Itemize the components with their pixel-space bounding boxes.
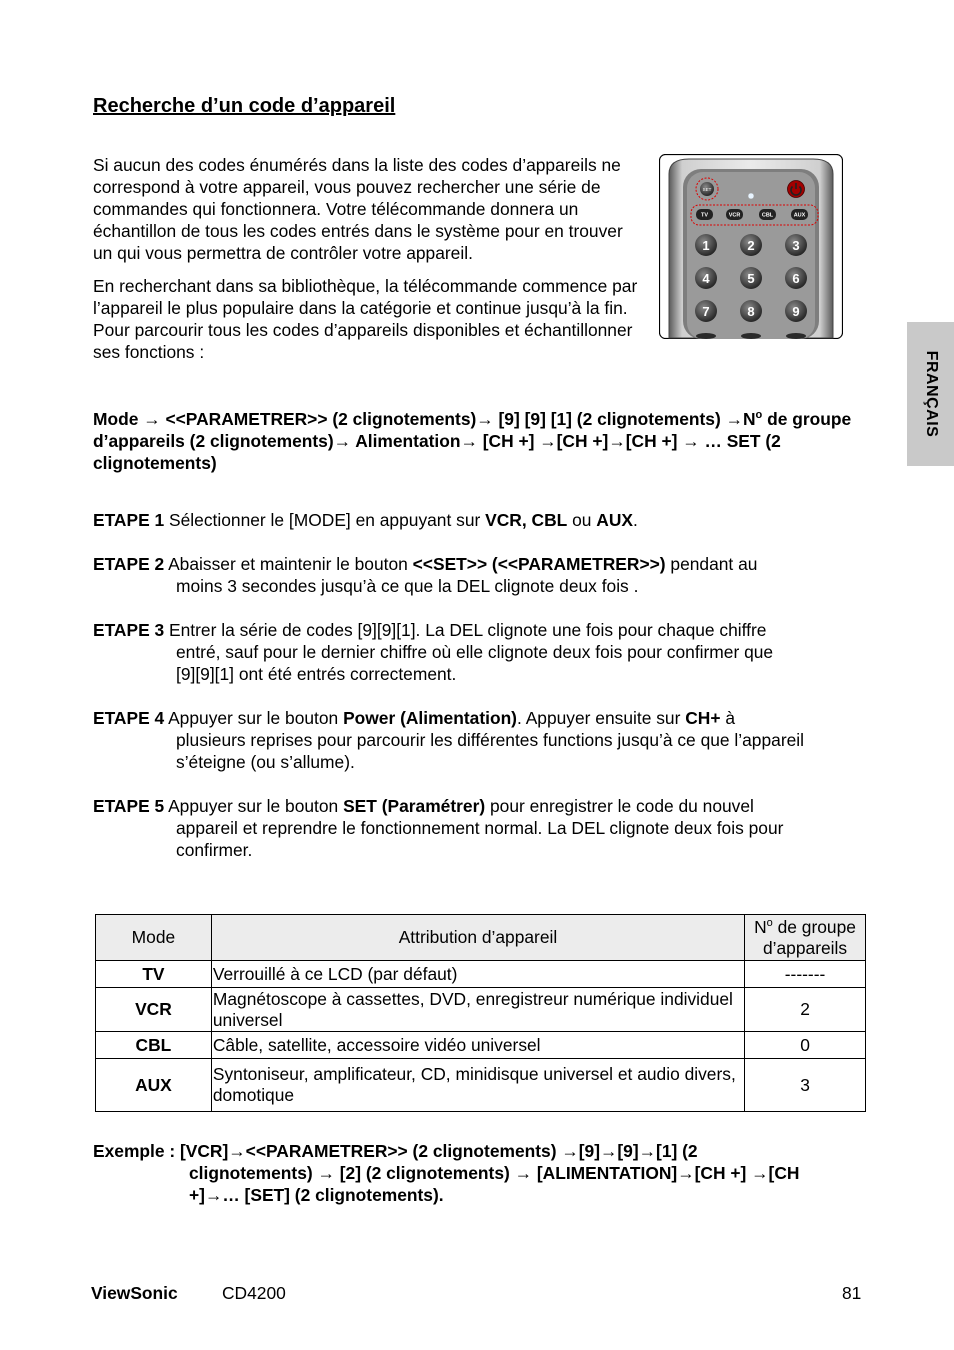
step-1	[93, 509, 873, 531]
step-text: . Appuyer ensuite sur	[516, 708, 686, 728]
intro-paragraph-1: Si aucun des codes énumérés dans la liste des codes d’appareils ne correspond à votre appareil, vous pouvez rechercher une série de commandes qui fonctionnera. Votre télécommande donnera un échantillon de tous les codes entrés dans le système pour en trouver un qui vous permettra de contrôler votre appareil.	[93, 155, 623, 263]
step-text: .	[633, 510, 638, 530]
cell-mode: TV	[96, 961, 212, 988]
cell-description: Syntoniseur, amplificateur, CD, minidisque universel et audio divers, domotique	[211, 1059, 744, 1112]
step-text: Appuyer sur le bouton	[164, 796, 344, 816]
device-code-table	[95, 914, 866, 1112]
header-group-n: N	[754, 916, 767, 937]
footer-model: CD4200	[222, 1283, 286, 1303]
step-bold: AUX	[596, 510, 633, 530]
step-text: Abaisser et maintenir le bouton	[164, 554, 413, 574]
cell-group: -------	[745, 961, 866, 988]
table-row	[96, 1059, 866, 1112]
header-group-line2: d’appareils	[762, 937, 848, 958]
step-5	[93, 795, 873, 861]
header-group-sup: o	[766, 916, 773, 929]
cell-group: 2	[745, 988, 866, 1032]
language-tab-label: FRANÇAIS	[922, 350, 940, 438]
remote-digit-9: 9	[792, 304, 800, 319]
remote-digit-5: 5	[747, 271, 755, 286]
step-continuation: [9][9][1] ont été entrés correctement.	[176, 664, 457, 684]
remote-mode-cbl: CBL	[761, 212, 774, 219]
step-4	[93, 707, 873, 773]
step-continuation: moins 3 secondes jusqu’à ce que la DEL clignote deux fois .	[176, 576, 639, 596]
step-bold: Power (Alimentation)	[343, 708, 517, 728]
step-3	[93, 619, 873, 685]
cell-description: Câble, satellite, accessoire vidéo universel	[211, 1032, 744, 1059]
remote-digit-8: 8	[747, 304, 755, 319]
step-bold: <<SET>> (<<PARAMETRER>>)	[412, 554, 666, 574]
step-label: ETAPE 4	[93, 708, 165, 728]
table-row	[96, 1032, 866, 1059]
step-text: pour enregistrer le code du nouvel	[485, 796, 754, 816]
remote-digit-2: 2	[747, 238, 755, 253]
cell-mode: AUX	[96, 1059, 212, 1112]
step-bold: CH+	[685, 708, 721, 728]
step-label: ETAPE 2	[93, 554, 165, 574]
steps-list	[93, 509, 873, 883]
step-2	[93, 553, 873, 597]
step-continuation: appareil et reprendre le fonctionnement normal. La DEL clignote deux fois pour	[176, 818, 784, 838]
remote-set-label: SET	[702, 187, 712, 192]
step-text: ou	[567, 510, 597, 530]
intro-paragraph-2: En recherchant dans sa bibliothèque, la télécommande commence par l’appareil le plus populaire dans la catégorie et continue jusqu’à la fin. Pour parcourir tous les codes d’appareils disponibles et échantillonner ses fonctions :	[93, 276, 638, 362]
step-continuation: plusieurs reprises pour parcourir les différentes functions jusqu’à ce que l’appareil	[176, 730, 805, 750]
cell-mode: VCR	[96, 988, 212, 1032]
example-line-1: Exemple : [VCR]→<<PARAMETRER>> (2 clignotements) →[9]→[9]→[1] (2	[93, 1141, 698, 1161]
cell-group: 0	[745, 1032, 866, 1059]
step-text: Appuyer sur le bouton	[164, 708, 344, 728]
cell-description: Verrouillé à ce LCD (par défaut)	[211, 961, 744, 988]
header-mode: Mode	[96, 915, 212, 961]
step-continuation: s’éteigne (ou s’allume).	[176, 752, 355, 772]
step-label: ETAPE 1	[93, 510, 165, 530]
step-bold: VCR, CBL	[485, 510, 568, 530]
cell-mode: CBL	[96, 1032, 212, 1059]
remote-control-image	[659, 154, 843, 339]
header-group-rest: de groupe	[772, 916, 856, 937]
page-title: Recherche d’un code d’appareil	[93, 95, 396, 117]
page-number: 81	[842, 1283, 862, 1303]
step-continuation: entré, sauf pour le dernier chiffre où elle clignote deux fois pour confirmer que	[176, 642, 774, 662]
sequence-sup: o	[755, 409, 763, 422]
step-label: ETAPE 3	[93, 620, 165, 640]
example-line-2: clignotements) → [2] (2 clignotements) → [ALIMENTATION]→[CH +] →[CH	[189, 1163, 800, 1183]
example-line-3: +]→… [SET] (2 clignotements).	[189, 1185, 444, 1205]
search-sequence	[93, 408, 868, 474]
remote-digit-3: 3	[792, 238, 800, 253]
remote-digit-6: 6	[792, 271, 800, 286]
footer-brand: ViewSonic	[91, 1283, 178, 1303]
remote-mode-tv: TV	[700, 212, 709, 219]
step-text: à	[720, 708, 735, 728]
example-sequence	[93, 1140, 873, 1206]
table-row	[96, 961, 866, 988]
sequence-text-1: Mode → <<PARAMETRER>> (2 clignotements)→ [9] [9] [1] (2 clignotements) →N	[93, 409, 756, 429]
step-text: pendant au	[665, 554, 758, 574]
remote-digit-4: 4	[702, 271, 710, 286]
language-tab	[907, 322, 954, 466]
step-continuation: confirmer.	[176, 840, 253, 860]
step-text: Entrer la série de codes [9][9][1]. La DEL clignote une fois pour chaque chiffre	[164, 620, 767, 640]
sequence-text-2: de groupe d’appareils (2 clignotements)→ Alimentation→ [CH +] →[CH +]→[CH +] → … SET (2 clignotements)	[93, 409, 852, 473]
header-group	[745, 915, 866, 961]
remote-mode-vcr: VCR	[728, 212, 741, 219]
table-header-row	[96, 915, 866, 961]
intro-text	[93, 154, 638, 363]
step-label: ETAPE 5	[93, 796, 165, 816]
step-text: Sélectionner le [MODE] en appuyant sur	[164, 510, 486, 530]
step-bold: SET (Paramétrer)	[343, 796, 486, 816]
remote-digit-7: 7	[702, 304, 710, 319]
cell-description: Magnétoscope à cassettes, DVD, enregistreur numérique individuel universel	[211, 988, 744, 1032]
table-row	[96, 988, 866, 1032]
cell-group: 3	[745, 1059, 866, 1112]
remote-mode-aux: AUX	[793, 212, 806, 219]
header-attribution: Attribution d’appareil	[211, 915, 744, 961]
remote-digit-1: 1	[702, 238, 710, 253]
